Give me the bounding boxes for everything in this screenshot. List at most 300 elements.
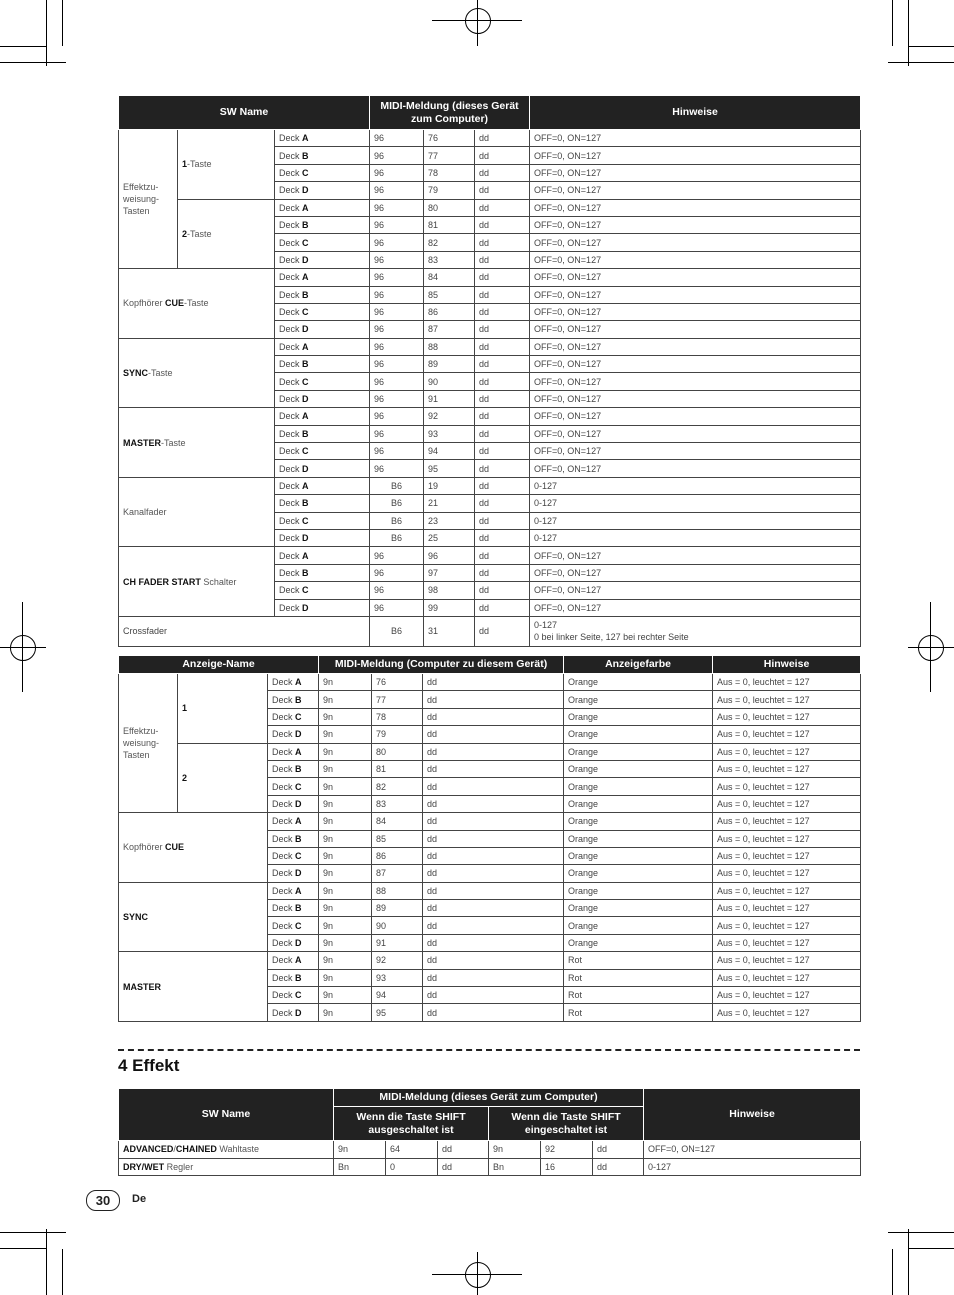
note: OFF=0, ON=127	[530, 303, 861, 320]
label-text: Deck	[279, 481, 303, 491]
language-code: De	[132, 1193, 147, 1205]
data1: 99	[424, 599, 475, 616]
data1: 87	[372, 865, 423, 882]
label-text: Kopfhörer	[123, 298, 166, 309]
data2: dd	[475, 477, 530, 494]
data2: dd	[475, 460, 530, 477]
label-text: Deck	[272, 1007, 296, 1018]
crop-mark	[908, 46, 954, 47]
label-bold: C	[302, 446, 309, 457]
status: 9n	[319, 1004, 372, 1021]
data1: 83	[372, 795, 423, 812]
midi-value: 16	[541, 1158, 593, 1176]
data2: dd	[475, 443, 530, 460]
data2: dd	[423, 795, 564, 812]
group-label	[119, 547, 275, 617]
table-row	[119, 547, 861, 564]
note: Aus = 0, leuchtet = 127	[713, 1004, 861, 1021]
note: OFF=0, ON=127	[530, 286, 861, 303]
label-text: Deck	[272, 816, 296, 827]
midi-value: Bn	[489, 1158, 541, 1176]
status: 96	[370, 338, 424, 355]
status: 96	[370, 425, 424, 442]
status: 96	[370, 251, 424, 268]
deck-label	[275, 199, 370, 216]
deck-label	[275, 443, 370, 460]
header-hinweise: Hinweise	[530, 96, 861, 130]
data1: 84	[372, 813, 423, 830]
deck-label	[268, 674, 319, 691]
data1: 91	[372, 934, 423, 951]
group-label	[119, 477, 275, 547]
label-bold: B	[302, 289, 309, 300]
label-text: Deck	[272, 938, 296, 949]
status: 96	[370, 373, 424, 390]
color: Orange	[564, 795, 713, 812]
deck-label	[268, 778, 319, 795]
data1: 88	[372, 882, 423, 899]
crop-mark	[46, 0, 47, 66]
deck-label	[268, 952, 319, 969]
deck-label	[275, 164, 370, 181]
color: Orange	[564, 813, 713, 830]
note: OFF=0, ON=127	[530, 564, 861, 581]
data2: dd	[475, 425, 530, 442]
deck-label	[275, 582, 370, 599]
note: Aus = 0, leuchtet = 127	[713, 952, 861, 969]
label-bold: A	[302, 202, 309, 213]
status: B6	[370, 529, 424, 546]
label-bold: D	[295, 729, 302, 740]
data2: dd	[475, 564, 530, 581]
crop-mark	[0, 46, 46, 47]
label-text: Deck	[279, 394, 303, 405]
color: Rot	[564, 1004, 713, 1021]
note: OFF=0, ON=127	[530, 408, 861, 425]
note: OFF=0, ON=127	[530, 547, 861, 564]
deck-label	[275, 512, 370, 529]
label-text: Deck	[279, 515, 303, 526]
label-bold: A	[295, 677, 302, 688]
label-bold: ADVANCED	[123, 1144, 174, 1155]
note: Aus = 0, leuchtet = 127	[713, 847, 861, 864]
data2: dd	[475, 199, 530, 216]
control-label	[119, 1158, 334, 1176]
label-text: Deck	[279, 602, 303, 613]
label-text: -Taste	[187, 159, 212, 170]
deck-label	[275, 477, 370, 494]
label-bold: D	[295, 938, 302, 949]
status: 96	[370, 390, 424, 407]
label-text: /	[173, 1144, 176, 1155]
data2: dd	[475, 286, 530, 303]
data1: 87	[424, 321, 475, 338]
label-text: Deck	[279, 307, 303, 318]
label-text: Deck	[272, 746, 296, 757]
data1: 96	[424, 547, 475, 564]
data1: 85	[424, 286, 475, 303]
label-bold: MASTER	[123, 437, 161, 448]
table-row	[119, 952, 861, 969]
deck-label	[275, 147, 370, 164]
note: 0-127	[644, 1158, 861, 1176]
label-text: Deck	[279, 237, 303, 248]
note: OFF=0, ON=127	[530, 199, 861, 216]
label-text: Kanalfader	[123, 507, 167, 518]
label-text: Deck	[279, 533, 303, 544]
label-text: Schalter	[200, 576, 237, 587]
label-text: Deck	[279, 185, 303, 196]
data2: dd	[423, 813, 564, 830]
status: 96	[370, 564, 424, 581]
label-text: 0-127	[534, 620, 558, 631]
data2: dd	[475, 234, 530, 251]
label-bold: CUE	[165, 298, 185, 309]
note: OFF=0, ON=127	[530, 147, 861, 164]
label-bold: 2	[182, 772, 188, 783]
color: Orange	[564, 691, 713, 708]
color: Orange	[564, 726, 713, 743]
label-bold: 2	[182, 228, 188, 239]
note: 0-127	[530, 512, 861, 529]
midi-value: dd	[438, 1158, 489, 1176]
note: Aus = 0, leuchtet = 127	[713, 691, 861, 708]
data2: dd	[475, 582, 530, 599]
data1: 77	[372, 691, 423, 708]
note: Aus = 0, leuchtet = 127	[713, 778, 861, 795]
note: Aus = 0, leuchtet = 127	[713, 900, 861, 917]
label-text: Deck	[272, 694, 296, 705]
note: OFF=0, ON=127	[530, 425, 861, 442]
crop-mark	[0, 1248, 46, 1249]
data1: 92	[424, 408, 475, 425]
deck-label	[275, 303, 370, 320]
color: Orange	[564, 865, 713, 882]
label-bold: B	[295, 694, 302, 705]
label-text: Deck	[279, 446, 303, 457]
status: 9n	[319, 917, 372, 934]
deck-label	[275, 321, 370, 338]
deck-label	[268, 969, 319, 986]
midi-value: dd	[593, 1141, 644, 1159]
deck-label	[275, 460, 370, 477]
label-text: Deck	[272, 798, 296, 809]
data2: dd	[475, 373, 530, 390]
color: Orange	[564, 900, 713, 917]
status: 96	[370, 234, 424, 251]
deck-label	[268, 1004, 319, 1021]
label-text: Deck	[279, 289, 303, 300]
status: 96	[370, 199, 424, 216]
status: B6	[370, 616, 424, 646]
label-text: Deck	[272, 729, 296, 740]
label-bold: CH FADER START	[123, 576, 201, 587]
deck-label	[275, 130, 370, 147]
data2: dd	[423, 865, 564, 882]
note: OFF=0, ON=127	[530, 321, 861, 338]
status: 96	[370, 460, 424, 477]
data1: 97	[424, 564, 475, 581]
status: 96	[370, 547, 424, 564]
note: OFF=0, ON=127	[530, 216, 861, 233]
table-row	[119, 408, 861, 425]
crop-mark	[62, 1249, 63, 1295]
label-text: Deck	[279, 376, 303, 387]
data1: 81	[372, 760, 423, 777]
crop-mark	[0, 1232, 66, 1233]
note: Aus = 0, leuchtet = 127	[713, 934, 861, 951]
label-bold: A	[302, 411, 309, 422]
data2: dd	[475, 269, 530, 286]
header-shift-off: Wenn die Taste SHIFT ausgeschaltet ist	[334, 1107, 489, 1141]
data1: 82	[424, 234, 475, 251]
label-text: Deck	[272, 764, 296, 775]
color: Orange	[564, 830, 713, 847]
label-bold: D	[302, 463, 309, 474]
label-bold: C	[302, 376, 309, 387]
midi-value: 9n	[489, 1141, 541, 1159]
status: 9n	[319, 900, 372, 917]
label-text: Regler	[164, 1161, 194, 1172]
header-anzeige-name: Anzeige-Name	[119, 656, 319, 674]
deck-label	[275, 338, 370, 355]
status: 96	[370, 408, 424, 425]
note	[530, 616, 861, 646]
deck-label	[275, 356, 370, 373]
status: 96	[370, 599, 424, 616]
label-text: Wahltaste	[216, 1144, 260, 1155]
data1: 89	[424, 356, 475, 373]
label-text: Deck	[279, 550, 303, 561]
note: OFF=0, ON=127	[530, 234, 861, 251]
deck-label	[268, 900, 319, 917]
status: 9n	[319, 882, 372, 899]
note: Aus = 0, leuchtet = 127	[713, 674, 861, 691]
color: Orange	[564, 674, 713, 691]
label-bold: A	[302, 272, 309, 283]
deck-label	[275, 529, 370, 546]
label-bold: MASTER	[123, 981, 161, 992]
label-text: Deck	[272, 711, 296, 722]
deck-label	[268, 882, 319, 899]
data2: dd	[475, 408, 530, 425]
data2: dd	[475, 251, 530, 268]
table-row	[119, 477, 861, 494]
note: OFF=0, ON=127	[530, 269, 861, 286]
label-bold: A	[302, 341, 309, 352]
crop-mark	[0, 62, 66, 63]
note: Aus = 0, leuchtet = 127	[713, 743, 861, 760]
data2: dd	[423, 778, 564, 795]
data1: 77	[424, 147, 475, 164]
crop-mark	[892, 1249, 893, 1295]
subgroup-label	[178, 199, 275, 269]
label-text: Deck	[279, 220, 303, 231]
label-text: Deck	[272, 920, 296, 931]
label-bold: SYNC	[123, 367, 149, 378]
data2: dd	[423, 882, 564, 899]
status: 9n	[319, 743, 372, 760]
note: OFF=0, ON=127	[530, 164, 861, 181]
label-bold: C	[295, 990, 302, 1001]
data2: dd	[475, 164, 530, 181]
label-text: -Taste	[187, 228, 212, 239]
label-text: -Taste	[148, 367, 173, 378]
data1: 95	[424, 460, 475, 477]
table-row	[119, 743, 861, 760]
header-hinweise: Hinweise	[713, 656, 861, 674]
data2: dd	[423, 1004, 564, 1021]
data1: 86	[372, 847, 423, 864]
data1: 91	[424, 390, 475, 407]
status: 96	[370, 286, 424, 303]
label-bold: SYNC	[123, 911, 149, 922]
label-text: Deck	[272, 990, 296, 1001]
status: 9n	[319, 674, 372, 691]
label-bold: C	[295, 920, 302, 931]
data1: 80	[424, 199, 475, 216]
midi-value: 9n	[334, 1141, 386, 1159]
header-hinweise: Hinweise	[644, 1089, 861, 1141]
label-bold: B	[295, 903, 302, 914]
status: B6	[370, 512, 424, 529]
note: OFF=0, ON=127	[530, 373, 861, 390]
status: 96	[370, 216, 424, 233]
note: Aus = 0, leuchtet = 127	[713, 830, 861, 847]
label-bold: D	[295, 1007, 302, 1018]
note: Aus = 0, leuchtet = 127	[713, 882, 861, 899]
label-bold: C	[302, 237, 309, 248]
header-sw-name: SW Name	[119, 96, 370, 130]
label-bold: B	[302, 428, 309, 439]
status: 9n	[319, 830, 372, 847]
note: OFF=0, ON=127	[530, 182, 861, 199]
label-text: Deck	[279, 324, 303, 335]
label-bold: C	[295, 851, 302, 862]
note: Aus = 0, leuchtet = 127	[713, 969, 861, 986]
crop-mark	[888, 62, 954, 63]
data1: 94	[372, 987, 423, 1004]
group-label	[119, 408, 275, 478]
registration-circle	[10, 635, 36, 661]
note: 0-127	[530, 495, 861, 512]
label-text: Deck	[272, 781, 296, 792]
table-row-crossfader	[119, 616, 861, 646]
deck-label	[268, 830, 319, 847]
data1: 81	[424, 216, 475, 233]
data2: dd	[423, 952, 564, 969]
label-text: Deck	[272, 833, 296, 844]
data2: dd	[423, 674, 564, 691]
label-text: Deck	[272, 955, 296, 966]
data2: dd	[423, 934, 564, 951]
data1: 85	[372, 830, 423, 847]
note: 0-127	[530, 529, 861, 546]
color: Rot	[564, 987, 713, 1004]
label-bold: D	[295, 868, 302, 879]
label-bold: D	[302, 533, 309, 544]
note: OFF=0, ON=127	[530, 338, 861, 355]
deck-label	[268, 987, 319, 1004]
note: OFF=0, ON=127	[530, 130, 861, 147]
label-text: Deck	[279, 463, 303, 474]
status: 96	[370, 269, 424, 286]
data2: dd	[475, 303, 530, 320]
label-text: Deck	[279, 202, 303, 213]
data2: dd	[475, 616, 530, 646]
data2: dd	[423, 900, 564, 917]
deck-label	[275, 425, 370, 442]
color: Orange	[564, 934, 713, 951]
color: Orange	[564, 882, 713, 899]
label-bold: B	[295, 764, 302, 775]
data2: dd	[423, 691, 564, 708]
deck-label	[268, 760, 319, 777]
crop-mark	[908, 1229, 909, 1295]
crop-mark	[908, 0, 909, 66]
color: Orange	[564, 847, 713, 864]
registration-circle	[465, 8, 491, 34]
data2: dd	[423, 760, 564, 777]
header-shift-on: Wenn die Taste SHIFT eingeschaltet ist	[489, 1107, 644, 1141]
label-text: Deck	[279, 150, 303, 161]
section-divider	[118, 1049, 860, 1051]
color: Rot	[564, 969, 713, 986]
table-row	[119, 674, 861, 691]
header-midi: MIDI-Meldung (Computer zu diesem Gerät)	[319, 656, 564, 674]
status: 9n	[319, 795, 372, 812]
deck-label	[275, 234, 370, 251]
status: 9n	[319, 813, 372, 830]
crossfader-label: Crossfader	[119, 616, 370, 646]
label-text: Deck	[279, 428, 303, 439]
data1: 83	[424, 251, 475, 268]
label-text: Deck	[272, 677, 296, 688]
deck-label	[268, 708, 319, 725]
data1: 78	[424, 164, 475, 181]
data2: dd	[475, 130, 530, 147]
group-label	[119, 130, 178, 269]
data2: dd	[423, 743, 564, 760]
deck-label	[268, 813, 319, 830]
registration-circle	[465, 1262, 491, 1288]
section-title: 4 Effekt	[118, 1056, 180, 1075]
header-anzeigefarbe: Anzeigefarbe	[564, 656, 713, 674]
status: 96	[370, 356, 424, 373]
table-row	[119, 338, 861, 355]
label-text: Deck	[272, 885, 296, 896]
control-label	[119, 1141, 334, 1159]
note: OFF=0, ON=127	[530, 251, 861, 268]
label-bold: A	[302, 133, 309, 144]
data2: dd	[475, 338, 530, 355]
crop-mark	[46, 1229, 47, 1295]
label-bold: C	[302, 167, 309, 178]
deck-label	[275, 182, 370, 199]
label-text: Deck	[279, 411, 303, 422]
note: Aus = 0, leuchtet = 127	[713, 708, 861, 725]
deck-label	[268, 934, 319, 951]
crop-mark	[888, 1232, 954, 1233]
note: 0-127	[530, 477, 861, 494]
label-bold: C	[302, 307, 309, 318]
label-text: -Taste	[184, 298, 209, 309]
deck-label	[275, 390, 370, 407]
note: OFF=0, ON=127	[530, 390, 861, 407]
data2: dd	[423, 969, 564, 986]
data1: 25	[424, 529, 475, 546]
data1: 31	[424, 616, 475, 646]
